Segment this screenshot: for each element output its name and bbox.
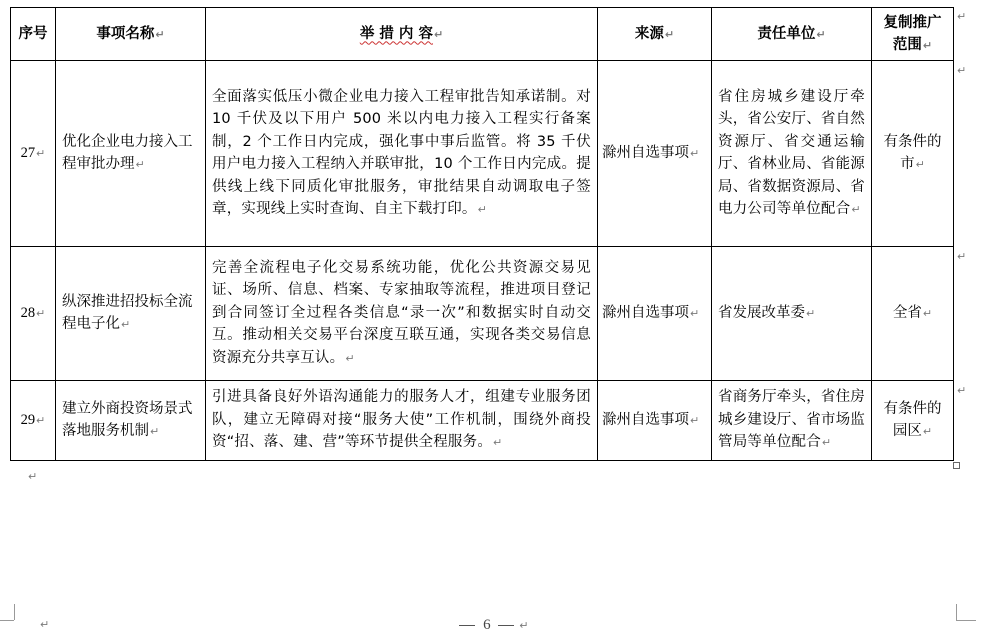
row-name: 建立外商投资场景式落地服务机制↵ [56, 381, 206, 461]
row-name: 优化企业电力接入工程审批办理↵ [56, 61, 206, 247]
row-seq: 29↵ [11, 381, 56, 461]
row-source: 滁州自选事项↵ [598, 381, 712, 461]
row-name: 纵深推进招投标全流程电子化↵ [56, 247, 206, 381]
row-end-mark: ↵ [957, 250, 967, 263]
row-seq: 28↵ [11, 247, 56, 381]
row-unit: 省发展改革委↵ [712, 247, 872, 381]
footer-paragraph-mark: ↵ [40, 618, 50, 631]
row-source: 滁州自选事项↵ [598, 61, 712, 247]
paragraph-mark: ↵ [28, 470, 38, 483]
header-name: 事项名称↵ [56, 8, 206, 61]
footer-dash-left [459, 625, 475, 626]
header-unit: 责任单位↵ [712, 8, 872, 61]
table-row [11, 61, 954, 247]
measures-table [10, 7, 954, 461]
row-source: 滁州自选事项↵ [598, 247, 712, 381]
table-header-row [11, 8, 954, 61]
header-seq: 序号 [11, 8, 56, 61]
page-footer: 6 ↵ [0, 617, 984, 634]
row-end-mark: ↵ [957, 64, 967, 77]
row-scope: 全省↵ [872, 247, 954, 381]
footer-dash-right [498, 625, 514, 626]
row-content: 完善全流程电子化交易系统功能，优化公共资源交易见证、场所、信息、档案、专家抽取等流程，推进项目登记到合同签订全过程各类信息“录一次”和数据实时自动交互。推动相关交易平台深度互联互通，实现各类交易信息资源充分共享互认。↵ [206, 247, 598, 381]
row-unit: 省住房城乡建设厅牵头，省公安厅、省自然资源厅、省交通运输厅、省林业局、省能源局、省数据资源局、省电力公司等单位配合↵ [712, 61, 872, 247]
row-end-mark: ↵ [957, 384, 967, 397]
table-resize-handle[interactable] [953, 462, 960, 469]
table-row [11, 381, 954, 461]
row-seq: 27↵ [11, 61, 56, 247]
row-scope: 有条件的市↵ [872, 61, 954, 247]
row-content: 引进具备良好外语沟通能力的服务人才，组建专业服务团队，建立无障碍对接“服务大使”工作机制，围绕外商投资“招、落、建、营”等环节提供全程服务。↵ [206, 381, 598, 461]
header-content: 举 措 内 容↵ [206, 8, 598, 61]
row-end-mark: ↵ [957, 10, 967, 23]
row-content: 全面落实低压小微企业电力接入工程审批告知承诺制。对 10 千伏及以下用户 500 米以内电力接入工程实行备案制，2 个工作日内完成，强化事中事后监管。将 35 千伏用户电力接入工程纳入并联审批，10 个工作日内完成。提供线上线下同质化审批服务，审批结果自动调取电子签章，实现线上实时查询、自主下载打印。↵ [206, 61, 598, 247]
header-source: 来源↵ [598, 8, 712, 61]
page-number: 6 [483, 617, 491, 633]
header-scope: 复制推广范围↵ [872, 8, 954, 61]
table-row [11, 247, 954, 381]
row-unit: 省商务厅牵头，省住房城乡建设厅、省市场监管局等单位配合↵ [712, 381, 872, 461]
row-scope: 有条件的园区↵ [872, 381, 954, 461]
